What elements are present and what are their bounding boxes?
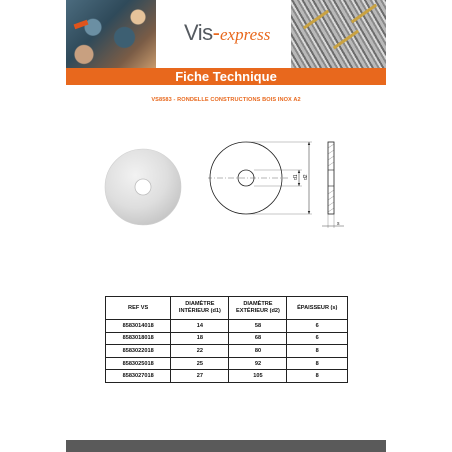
table-row [106,345,348,358]
d2-label: d2 [303,174,309,180]
cell-outer-diameter: 105 [229,370,287,383]
cell-ref: 8583022018 [106,345,171,358]
col-header-thickness [287,297,348,320]
header-text: INTÉRIEUR (d1) [178,308,221,314]
table-row [106,320,348,333]
brand-name: Vis [184,20,213,45]
col-header-inner-diameter [171,297,229,320]
col-header-outer-diameter [229,297,287,320]
header-text: EXTÉRIEUR (d2) [236,308,280,314]
header-photo-screws [291,0,386,68]
brand-logo [184,20,270,46]
cell-ref: 8583025018 [106,357,171,370]
cell-ref: 8583027018 [106,370,171,383]
fiche-technique-banner: Fiche Technique [66,68,386,85]
header-photo-tools [66,0,156,68]
specs-table [105,296,348,383]
side-view [328,142,334,214]
cell-inner-diameter: 22 [171,345,229,358]
cell-thickness: 6 [287,332,348,345]
brand-dash: - [212,20,220,45]
product-title: VS8583 - RONDELLE CONSTRUCTIONS BOIS INOX A2 [151,97,301,103]
header-text: ÉPAISSEUR (s) [297,304,338,311]
col-header-ref [106,297,171,320]
tool-shape [74,20,89,29]
header-text: DIAMÈTRE [243,301,273,307]
header-text: DIAMÈTRE [185,301,215,307]
washer-technical-drawing [208,138,348,232]
screw-shape [333,30,359,50]
s-label: s [337,221,340,227]
cell-thickness: 6 [287,320,348,333]
cell-inner-diameter: 14 [171,320,229,333]
cell-outer-diameter: 68 [229,332,287,345]
cell-thickness: 8 [287,370,348,383]
footer-bar [66,440,386,452]
cell-outer-diameter: 80 [229,345,287,358]
washer-photo [104,148,182,226]
cell-thickness: 8 [287,345,348,358]
brand-suffix: express [220,25,271,44]
table-row [106,357,348,370]
header-text: REF VS [128,304,149,311]
cell-inner-diameter: 18 [171,332,229,345]
d1-label: d1 [293,174,299,180]
table-row [106,370,348,383]
screw-shape [303,10,329,30]
cell-ref: 8583018018 [106,332,171,345]
screw-shape [351,4,377,24]
cell-thickness: 8 [287,357,348,370]
cell-ref: 8583014018 [106,320,171,333]
technical-sheet [66,0,386,452]
header [66,0,386,68]
table-row [106,332,348,345]
cell-inner-diameter: 25 [171,357,229,370]
cell-outer-diameter: 58 [229,320,287,333]
cell-inner-diameter: 27 [171,370,229,383]
cell-outer-diameter: 92 [229,357,287,370]
table-header-row [106,297,348,320]
